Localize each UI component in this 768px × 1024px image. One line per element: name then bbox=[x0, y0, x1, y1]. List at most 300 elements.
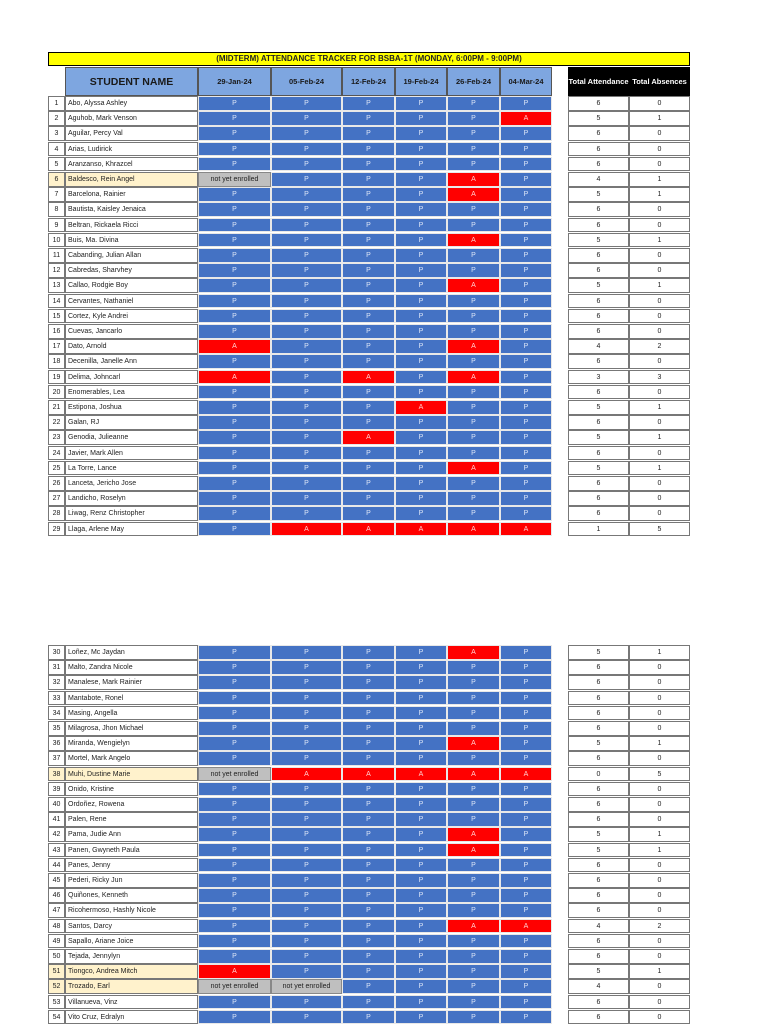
attendance-cell[interactable]: P bbox=[342, 873, 395, 888]
attendance-cell[interactable]: P bbox=[198, 995, 271, 1010]
attendance-cell[interactable]: P bbox=[447, 506, 500, 521]
attendance-cell[interactable]: P bbox=[395, 202, 447, 217]
attendance-cell[interactable]: P bbox=[198, 218, 271, 233]
attendance-cell[interactable]: P bbox=[500, 858, 552, 873]
attendance-cell[interactable]: P bbox=[447, 675, 500, 690]
attendance-cell[interactable]: A bbox=[447, 645, 500, 660]
attendance-cell[interactable]: not yet enrolled bbox=[198, 767, 271, 782]
attendance-cell[interactable]: P bbox=[198, 873, 271, 888]
attendance-cell[interactable]: P bbox=[447, 142, 500, 157]
attendance-cell[interactable]: not yet enrolled bbox=[198, 172, 271, 187]
attendance-cell[interactable]: P bbox=[395, 797, 447, 812]
attendance-cell[interactable]: P bbox=[395, 446, 447, 461]
attendance-cell[interactable]: P bbox=[271, 873, 342, 888]
attendance-cell[interactable]: P bbox=[500, 263, 552, 278]
attendance-cell[interactable]: P bbox=[342, 812, 395, 827]
attendance-cell[interactable]: P bbox=[395, 706, 447, 721]
attendance-cell[interactable]: P bbox=[271, 721, 342, 736]
attendance-cell[interactable]: P bbox=[395, 430, 447, 445]
attendance-cell[interactable]: A bbox=[342, 370, 395, 385]
attendance-cell[interactable]: P bbox=[447, 797, 500, 812]
attendance-cell[interactable]: P bbox=[198, 415, 271, 430]
attendance-cell[interactable]: A bbox=[500, 111, 552, 126]
attendance-cell[interactable]: P bbox=[271, 949, 342, 964]
attendance-cell[interactable]: P bbox=[500, 339, 552, 354]
attendance-cell[interactable]: P bbox=[271, 430, 342, 445]
attendance-cell[interactable]: P bbox=[198, 126, 271, 141]
attendance-cell[interactable]: P bbox=[342, 233, 395, 248]
attendance-cell[interactable]: P bbox=[395, 995, 447, 1010]
attendance-cell[interactable]: P bbox=[447, 782, 500, 797]
attendance-cell[interactable]: P bbox=[198, 294, 271, 309]
attendance-cell[interactable]: P bbox=[447, 324, 500, 339]
attendance-cell[interactable]: P bbox=[342, 278, 395, 293]
attendance-cell[interactable]: P bbox=[395, 142, 447, 157]
attendance-cell[interactable]: P bbox=[342, 675, 395, 690]
attendance-cell[interactable]: P bbox=[198, 446, 271, 461]
attendance-cell[interactable]: P bbox=[447, 111, 500, 126]
attendance-cell[interactable]: P bbox=[271, 157, 342, 172]
attendance-cell[interactable]: P bbox=[342, 934, 395, 949]
attendance-cell[interactable]: P bbox=[447, 476, 500, 491]
attendance-cell[interactable]: P bbox=[198, 491, 271, 506]
attendance-cell[interactable]: P bbox=[395, 751, 447, 766]
attendance-cell[interactable]: P bbox=[198, 187, 271, 202]
attendance-cell[interactable]: A bbox=[395, 767, 447, 782]
attendance-cell[interactable]: P bbox=[500, 675, 552, 690]
attendance-cell[interactable]: P bbox=[500, 248, 552, 263]
attendance-cell[interactable]: P bbox=[447, 385, 500, 400]
attendance-cell[interactable]: P bbox=[342, 324, 395, 339]
attendance-cell[interactable]: P bbox=[395, 370, 447, 385]
attendance-cell[interactable]: P bbox=[342, 827, 395, 842]
attendance-cell[interactable]: P bbox=[198, 797, 271, 812]
attendance-cell[interactable]: P bbox=[271, 1010, 342, 1024]
attendance-cell[interactable]: P bbox=[198, 506, 271, 521]
attendance-cell[interactable]: P bbox=[447, 903, 500, 918]
attendance-cell[interactable]: P bbox=[271, 202, 342, 217]
attendance-cell[interactable]: P bbox=[500, 233, 552, 248]
attendance-cell[interactable]: A bbox=[447, 827, 500, 842]
attendance-cell[interactable]: P bbox=[342, 706, 395, 721]
attendance-cell[interactable]: P bbox=[395, 827, 447, 842]
attendance-cell[interactable]: P bbox=[447, 354, 500, 369]
attendance-cell[interactable]: P bbox=[500, 96, 552, 111]
attendance-cell[interactable]: P bbox=[447, 96, 500, 111]
attendance-cell[interactable]: P bbox=[395, 96, 447, 111]
attendance-cell[interactable]: P bbox=[342, 888, 395, 903]
attendance-cell[interactable]: A bbox=[342, 430, 395, 445]
attendance-cell[interactable]: P bbox=[395, 461, 447, 476]
attendance-cell[interactable]: P bbox=[447, 1010, 500, 1024]
attendance-cell[interactable]: P bbox=[271, 843, 342, 858]
attendance-cell[interactable]: P bbox=[500, 461, 552, 476]
attendance-cell[interactable]: P bbox=[500, 370, 552, 385]
attendance-cell[interactable]: P bbox=[198, 691, 271, 706]
attendance-cell[interactable]: P bbox=[395, 506, 447, 521]
attendance-cell[interactable]: A bbox=[447, 919, 500, 934]
attendance-cell[interactable]: P bbox=[395, 843, 447, 858]
attendance-cell[interactable]: P bbox=[500, 903, 552, 918]
attendance-cell[interactable]: P bbox=[198, 903, 271, 918]
attendance-cell[interactable]: P bbox=[271, 476, 342, 491]
attendance-cell[interactable]: P bbox=[395, 309, 447, 324]
attendance-cell[interactable]: P bbox=[342, 751, 395, 766]
attendance-cell[interactable]: P bbox=[447, 691, 500, 706]
attendance-cell[interactable]: P bbox=[447, 248, 500, 263]
attendance-cell[interactable]: P bbox=[198, 385, 271, 400]
attendance-cell[interactable]: P bbox=[500, 934, 552, 949]
attendance-cell[interactable]: A bbox=[198, 339, 271, 354]
attendance-cell[interactable]: P bbox=[198, 843, 271, 858]
attendance-cell[interactable]: P bbox=[271, 309, 342, 324]
attendance-cell[interactable]: P bbox=[271, 354, 342, 369]
attendance-cell[interactable]: P bbox=[198, 430, 271, 445]
attendance-cell[interactable]: P bbox=[395, 691, 447, 706]
attendance-cell[interactable]: P bbox=[500, 430, 552, 445]
attendance-cell[interactable]: P bbox=[342, 446, 395, 461]
attendance-cell[interactable]: P bbox=[342, 645, 395, 660]
attendance-cell[interactable]: P bbox=[198, 96, 271, 111]
attendance-cell[interactable]: P bbox=[198, 660, 271, 675]
attendance-cell[interactable]: P bbox=[500, 278, 552, 293]
attendance-cell[interactable]: P bbox=[447, 995, 500, 1010]
attendance-cell[interactable]: P bbox=[271, 858, 342, 873]
attendance-cell[interactable]: P bbox=[271, 370, 342, 385]
attendance-cell[interactable]: P bbox=[342, 964, 395, 979]
attendance-cell[interactable]: P bbox=[395, 979, 447, 994]
attendance-cell[interactable]: P bbox=[271, 691, 342, 706]
attendance-cell[interactable]: P bbox=[395, 660, 447, 675]
attendance-cell[interactable]: P bbox=[198, 461, 271, 476]
attendance-cell[interactable]: P bbox=[342, 736, 395, 751]
attendance-cell[interactable]: A bbox=[198, 964, 271, 979]
attendance-cell[interactable]: P bbox=[198, 736, 271, 751]
attendance-cell[interactable]: P bbox=[342, 385, 395, 400]
attendance-cell[interactable]: P bbox=[271, 797, 342, 812]
attendance-cell[interactable]: P bbox=[198, 782, 271, 797]
attendance-cell[interactable]: P bbox=[395, 157, 447, 172]
attendance-cell[interactable]: P bbox=[500, 126, 552, 141]
attendance-cell[interactable]: P bbox=[395, 491, 447, 506]
attendance-cell[interactable]: A bbox=[447, 461, 500, 476]
attendance-cell[interactable]: P bbox=[500, 873, 552, 888]
attendance-cell[interactable]: P bbox=[342, 96, 395, 111]
attendance-cell[interactable]: P bbox=[500, 751, 552, 766]
attendance-cell[interactable]: not yet enrolled bbox=[198, 979, 271, 994]
attendance-cell[interactable]: P bbox=[500, 995, 552, 1010]
attendance-cell[interactable]: P bbox=[500, 172, 552, 187]
attendance-cell[interactable]: P bbox=[271, 187, 342, 202]
attendance-cell[interactable]: P bbox=[447, 400, 500, 415]
attendance-cell[interactable]: A bbox=[271, 767, 342, 782]
attendance-cell[interactable]: P bbox=[500, 157, 552, 172]
attendance-cell[interactable]: A bbox=[342, 767, 395, 782]
attendance-cell[interactable]: P bbox=[500, 294, 552, 309]
attendance-cell[interactable]: P bbox=[500, 187, 552, 202]
attendance-cell[interactable]: P bbox=[500, 385, 552, 400]
attendance-cell[interactable]: P bbox=[447, 721, 500, 736]
attendance-cell[interactable]: P bbox=[395, 172, 447, 187]
attendance-cell[interactable]: P bbox=[395, 339, 447, 354]
attendance-cell[interactable]: P bbox=[198, 919, 271, 934]
attendance-cell[interactable]: P bbox=[271, 934, 342, 949]
attendance-cell[interactable]: P bbox=[447, 157, 500, 172]
attendance-cell[interactable]: P bbox=[342, 1010, 395, 1024]
attendance-cell[interactable]: P bbox=[198, 202, 271, 217]
attendance-cell[interactable]: P bbox=[271, 675, 342, 690]
attendance-cell[interactable]: P bbox=[342, 339, 395, 354]
attendance-cell[interactable]: P bbox=[395, 354, 447, 369]
attendance-cell[interactable]: P bbox=[500, 218, 552, 233]
attendance-cell[interactable]: not yet enrolled bbox=[271, 979, 342, 994]
attendance-cell[interactable]: P bbox=[342, 400, 395, 415]
attendance-cell[interactable]: P bbox=[447, 430, 500, 445]
attendance-cell[interactable]: P bbox=[395, 675, 447, 690]
attendance-cell[interactable]: P bbox=[447, 873, 500, 888]
attendance-cell[interactable]: P bbox=[271, 400, 342, 415]
attendance-cell[interactable]: P bbox=[395, 1010, 447, 1024]
attendance-cell[interactable]: P bbox=[342, 995, 395, 1010]
attendance-cell[interactable]: P bbox=[198, 812, 271, 827]
attendance-cell[interactable]: P bbox=[395, 873, 447, 888]
attendance-cell[interactable]: P bbox=[500, 721, 552, 736]
attendance-cell[interactable]: P bbox=[342, 157, 395, 172]
attendance-cell[interactable]: P bbox=[342, 309, 395, 324]
attendance-cell[interactable]: P bbox=[395, 385, 447, 400]
attendance-cell[interactable]: P bbox=[271, 126, 342, 141]
attendance-cell[interactable]: P bbox=[198, 400, 271, 415]
attendance-cell[interactable]: P bbox=[395, 919, 447, 934]
attendance-cell[interactable]: P bbox=[198, 721, 271, 736]
attendance-cell[interactable]: P bbox=[271, 751, 342, 766]
attendance-cell[interactable]: P bbox=[342, 248, 395, 263]
attendance-cell[interactable]: P bbox=[342, 843, 395, 858]
attendance-cell[interactable]: P bbox=[342, 858, 395, 873]
attendance-cell[interactable]: P bbox=[271, 218, 342, 233]
attendance-cell[interactable]: P bbox=[395, 324, 447, 339]
attendance-cell[interactable]: P bbox=[342, 172, 395, 187]
attendance-cell[interactable]: P bbox=[342, 782, 395, 797]
attendance-cell[interactable]: P bbox=[447, 660, 500, 675]
attendance-cell[interactable]: P bbox=[447, 126, 500, 141]
attendance-cell[interactable]: P bbox=[500, 797, 552, 812]
attendance-cell[interactable]: P bbox=[447, 218, 500, 233]
attendance-cell[interactable]: A bbox=[500, 767, 552, 782]
attendance-cell[interactable]: P bbox=[395, 903, 447, 918]
attendance-cell[interactable]: P bbox=[271, 964, 342, 979]
attendance-cell[interactable]: P bbox=[395, 294, 447, 309]
attendance-cell[interactable]: P bbox=[271, 736, 342, 751]
attendance-cell[interactable]: P bbox=[198, 675, 271, 690]
attendance-cell[interactable]: P bbox=[395, 812, 447, 827]
attendance-cell[interactable]: P bbox=[342, 111, 395, 126]
attendance-cell[interactable]: P bbox=[395, 248, 447, 263]
attendance-cell[interactable]: P bbox=[198, 142, 271, 157]
attendance-cell[interactable]: A bbox=[447, 522, 500, 537]
attendance-cell[interactable]: P bbox=[271, 339, 342, 354]
attendance-cell[interactable]: P bbox=[395, 736, 447, 751]
attendance-cell[interactable]: P bbox=[271, 827, 342, 842]
attendance-cell[interactable]: P bbox=[500, 142, 552, 157]
attendance-cell[interactable]: P bbox=[342, 354, 395, 369]
attendance-cell[interactable]: P bbox=[447, 964, 500, 979]
attendance-cell[interactable]: P bbox=[500, 782, 552, 797]
attendance-cell[interactable]: P bbox=[500, 691, 552, 706]
attendance-cell[interactable]: P bbox=[395, 278, 447, 293]
attendance-cell[interactable]: P bbox=[395, 888, 447, 903]
attendance-cell[interactable]: P bbox=[500, 964, 552, 979]
attendance-cell[interactable]: P bbox=[500, 476, 552, 491]
attendance-cell[interactable]: P bbox=[500, 491, 552, 506]
attendance-cell[interactable]: P bbox=[500, 645, 552, 660]
attendance-cell[interactable]: P bbox=[395, 964, 447, 979]
attendance-cell[interactable]: P bbox=[271, 506, 342, 521]
attendance-cell[interactable]: P bbox=[342, 126, 395, 141]
attendance-cell[interactable]: P bbox=[395, 858, 447, 873]
attendance-cell[interactable]: P bbox=[447, 309, 500, 324]
attendance-cell[interactable]: P bbox=[198, 248, 271, 263]
attendance-cell[interactable]: P bbox=[271, 248, 342, 263]
attendance-cell[interactable]: P bbox=[395, 263, 447, 278]
attendance-cell[interactable]: P bbox=[271, 96, 342, 111]
attendance-cell[interactable]: P bbox=[395, 218, 447, 233]
attendance-cell[interactable]: P bbox=[198, 858, 271, 873]
attendance-cell[interactable]: P bbox=[198, 111, 271, 126]
attendance-cell[interactable]: A bbox=[198, 370, 271, 385]
attendance-cell[interactable]: P bbox=[198, 324, 271, 339]
attendance-cell[interactable]: P bbox=[342, 202, 395, 217]
attendance-cell[interactable]: P bbox=[342, 476, 395, 491]
attendance-cell[interactable]: P bbox=[395, 645, 447, 660]
attendance-cell[interactable]: P bbox=[342, 506, 395, 521]
attendance-cell[interactable]: P bbox=[447, 294, 500, 309]
attendance-cell[interactable]: P bbox=[500, 506, 552, 521]
attendance-cell[interactable]: P bbox=[271, 812, 342, 827]
attendance-cell[interactable]: A bbox=[395, 522, 447, 537]
attendance-cell[interactable]: P bbox=[447, 949, 500, 964]
attendance-cell[interactable]: P bbox=[271, 294, 342, 309]
attendance-cell[interactable]: P bbox=[198, 263, 271, 278]
attendance-cell[interactable]: P bbox=[395, 233, 447, 248]
attendance-cell[interactable]: P bbox=[500, 660, 552, 675]
attendance-cell[interactable]: P bbox=[500, 736, 552, 751]
attendance-cell[interactable]: P bbox=[342, 691, 395, 706]
attendance-cell[interactable]: P bbox=[271, 324, 342, 339]
attendance-cell[interactable]: P bbox=[342, 461, 395, 476]
attendance-cell[interactable]: A bbox=[447, 187, 500, 202]
attendance-cell[interactable]: P bbox=[500, 843, 552, 858]
attendance-cell[interactable]: P bbox=[500, 415, 552, 430]
attendance-cell[interactable]: P bbox=[342, 721, 395, 736]
attendance-cell[interactable]: A bbox=[447, 767, 500, 782]
attendance-cell[interactable]: P bbox=[500, 446, 552, 461]
attendance-cell[interactable]: A bbox=[447, 233, 500, 248]
attendance-cell[interactable]: P bbox=[500, 979, 552, 994]
attendance-cell[interactable]: P bbox=[271, 446, 342, 461]
attendance-cell[interactable]: P bbox=[447, 751, 500, 766]
attendance-cell[interactable]: P bbox=[342, 919, 395, 934]
attendance-cell[interactable]: P bbox=[271, 415, 342, 430]
attendance-cell[interactable]: P bbox=[271, 660, 342, 675]
attendance-cell[interactable]: A bbox=[447, 278, 500, 293]
attendance-cell[interactable]: A bbox=[447, 370, 500, 385]
attendance-cell[interactable]: P bbox=[342, 294, 395, 309]
attendance-cell[interactable]: P bbox=[447, 706, 500, 721]
attendance-cell[interactable]: P bbox=[447, 934, 500, 949]
attendance-cell[interactable]: P bbox=[447, 491, 500, 506]
attendance-cell[interactable]: P bbox=[500, 949, 552, 964]
attendance-cell[interactable]: P bbox=[447, 263, 500, 278]
attendance-cell[interactable]: P bbox=[271, 888, 342, 903]
attendance-cell[interactable]: P bbox=[271, 782, 342, 797]
attendance-cell[interactable]: P bbox=[271, 263, 342, 278]
attendance-cell[interactable]: P bbox=[271, 461, 342, 476]
attendance-cell[interactable]: P bbox=[500, 888, 552, 903]
attendance-cell[interactable]: P bbox=[198, 827, 271, 842]
attendance-cell[interactable]: P bbox=[198, 309, 271, 324]
attendance-cell[interactable]: P bbox=[500, 812, 552, 827]
attendance-cell[interactable]: P bbox=[500, 324, 552, 339]
attendance-cell[interactable]: P bbox=[395, 126, 447, 141]
attendance-cell[interactable]: P bbox=[395, 934, 447, 949]
attendance-cell[interactable]: A bbox=[395, 400, 447, 415]
attendance-cell[interactable]: P bbox=[198, 278, 271, 293]
attendance-cell[interactable]: P bbox=[198, 645, 271, 660]
attendance-cell[interactable]: P bbox=[198, 751, 271, 766]
attendance-cell[interactable]: P bbox=[342, 415, 395, 430]
attendance-cell[interactable]: P bbox=[271, 903, 342, 918]
attendance-cell[interactable]: P bbox=[271, 919, 342, 934]
attendance-cell[interactable]: A bbox=[500, 522, 552, 537]
attendance-cell[interactable]: P bbox=[395, 415, 447, 430]
attendance-cell[interactable]: P bbox=[500, 309, 552, 324]
attendance-cell[interactable]: A bbox=[342, 522, 395, 537]
attendance-cell[interactable]: P bbox=[271, 142, 342, 157]
attendance-cell[interactable]: P bbox=[198, 233, 271, 248]
attendance-cell[interactable]: A bbox=[500, 919, 552, 934]
attendance-cell[interactable]: P bbox=[198, 706, 271, 721]
attendance-cell[interactable]: P bbox=[342, 218, 395, 233]
attendance-cell[interactable]: P bbox=[198, 476, 271, 491]
attendance-cell[interactable]: P bbox=[447, 415, 500, 430]
attendance-cell[interactable]: P bbox=[447, 888, 500, 903]
attendance-cell[interactable]: P bbox=[198, 157, 271, 172]
attendance-cell[interactable]: P bbox=[342, 660, 395, 675]
attendance-cell[interactable]: P bbox=[198, 888, 271, 903]
attendance-cell[interactable]: P bbox=[198, 522, 271, 537]
attendance-cell[interactable]: P bbox=[395, 721, 447, 736]
attendance-cell[interactable]: A bbox=[447, 172, 500, 187]
attendance-cell[interactable]: P bbox=[395, 476, 447, 491]
attendance-cell[interactable]: P bbox=[198, 934, 271, 949]
attendance-cell[interactable]: P bbox=[271, 111, 342, 126]
attendance-cell[interactable]: P bbox=[447, 812, 500, 827]
attendance-cell[interactable]: P bbox=[342, 491, 395, 506]
attendance-cell[interactable]: P bbox=[342, 142, 395, 157]
attendance-cell[interactable]: P bbox=[198, 1010, 271, 1024]
attendance-cell[interactable]: P bbox=[342, 263, 395, 278]
attendance-cell[interactable]: P bbox=[447, 858, 500, 873]
attendance-cell[interactable]: P bbox=[198, 354, 271, 369]
attendance-cell[interactable]: P bbox=[500, 202, 552, 217]
attendance-cell[interactable]: A bbox=[447, 736, 500, 751]
attendance-cell[interactable]: P bbox=[395, 111, 447, 126]
attendance-cell[interactable]: P bbox=[447, 202, 500, 217]
attendance-cell[interactable]: P bbox=[271, 233, 342, 248]
attendance-cell[interactable]: P bbox=[342, 187, 395, 202]
attendance-cell[interactable]: P bbox=[447, 446, 500, 461]
